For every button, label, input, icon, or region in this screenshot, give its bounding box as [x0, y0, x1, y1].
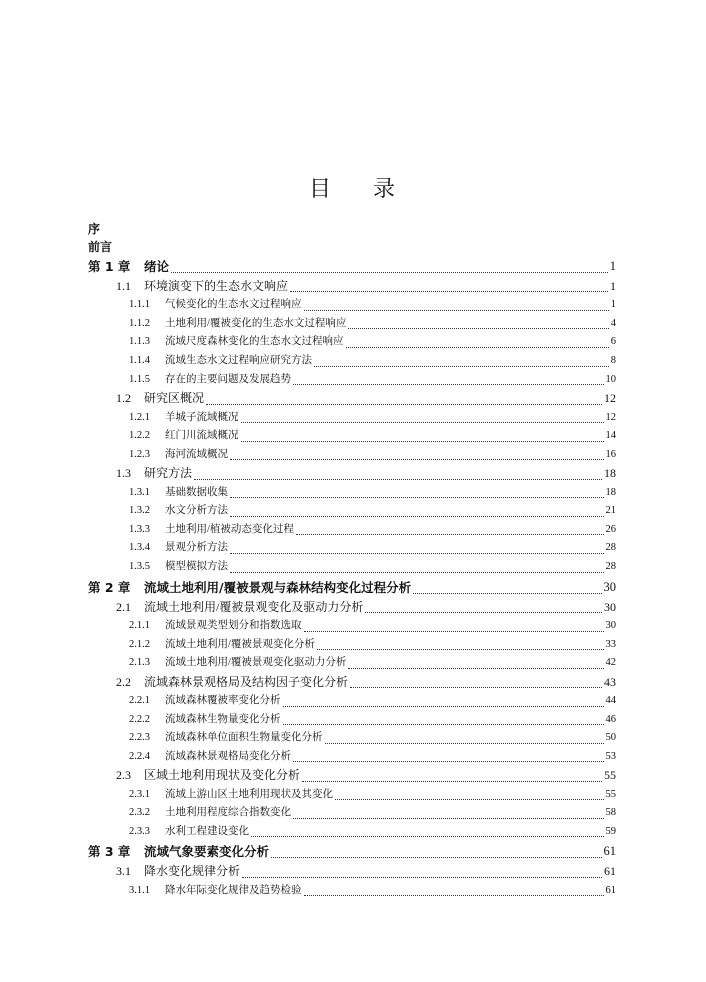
toc-entry-number: 1.1.5	[129, 373, 150, 385]
toc-entry-label	[116, 673, 348, 692]
toc-entry-sub[interactable]	[88, 539, 616, 558]
toc-entry-page: 42	[605, 657, 616, 669]
dot-leader	[290, 291, 608, 292]
toc-entry-title: 基础数据收集	[165, 486, 228, 498]
toc-entry-number: 2.2.1	[129, 694, 150, 706]
toc-entry-chap[interactable]	[88, 256, 616, 277]
dot-leader	[348, 328, 608, 329]
dot-leader	[194, 479, 602, 480]
toc-entry-number: 1.2.2	[129, 430, 150, 442]
toc-entry-number: 2.3.1	[129, 788, 150, 800]
toc-entry-sub[interactable]	[88, 558, 616, 577]
dot-leader	[348, 668, 603, 669]
dot-leader	[230, 516, 604, 517]
toc-entry-label	[129, 352, 312, 371]
toc-entry-page: 21	[605, 505, 616, 517]
toc-entry-page: 33	[605, 638, 616, 650]
toc-entry-title: 流域土地利用/覆被景观变化分析	[165, 638, 315, 650]
toc-entry-chap[interactable]	[88, 841, 616, 862]
toc-entry-label	[129, 558, 228, 577]
toc-entry-label	[116, 766, 300, 785]
dot-leader	[283, 724, 604, 725]
toc-entry-number: 1.2.1	[129, 411, 150, 423]
toc-entry-title: 红门川流域概况	[165, 430, 239, 442]
toc-entry-title: 流域森林生物量变化分析	[165, 713, 281, 725]
toc-entry-number: 1.1.3	[129, 336, 150, 348]
toc-entry-label	[129, 636, 315, 655]
toc-entry-page: 28	[605, 561, 616, 573]
toc-entry-title: 绪论	[144, 259, 170, 274]
toc-entry-label	[129, 617, 302, 636]
toc-entry-sec[interactable]	[88, 464, 616, 483]
toc-entry-page: 30	[603, 579, 616, 594]
dot-leader	[346, 347, 609, 348]
toc-entry-title: 海河流域概况	[165, 448, 228, 460]
toc-entry-label	[129, 786, 333, 805]
toc-entry-sub[interactable]	[88, 786, 616, 805]
toc-entry-sub[interactable]	[88, 352, 616, 371]
toc-entry-number: 3.1.1	[129, 884, 150, 896]
dot-leader	[302, 781, 602, 782]
toc-entry-page: 61	[603, 844, 616, 859]
toc-entry-title: 水文分析方法	[165, 505, 228, 517]
toc-entry-label	[116, 862, 240, 881]
toc-entry-title: 土地利用/覆被变化的生态水文过程响应	[165, 317, 347, 329]
toc-entry-page: 61	[605, 884, 616, 896]
toc-entry-label	[129, 711, 281, 730]
toc-entry-number: 1.1.4	[129, 355, 150, 367]
toc-entry-number: 1.1.1	[129, 299, 150, 311]
toc-entry-number: 1.3.4	[129, 542, 150, 554]
toc-entry-title: 气候变化的生态水文过程响应	[165, 299, 302, 311]
toc-entry-number: 1.3	[116, 466, 131, 481]
toc-entry-sub[interactable]	[88, 371, 616, 390]
toc-entry-sub[interactable]	[88, 617, 616, 636]
dot-leader	[350, 687, 602, 688]
toc-entry-title: 流域土地利用/覆被景观变化驱动力分析	[165, 657, 347, 669]
toc-entry-sub[interactable]	[88, 636, 616, 655]
dot-leader	[230, 572, 604, 573]
toc-entry-chap[interactable]	[88, 577, 616, 598]
toc-entry-label	[88, 841, 269, 862]
toc-entry-page: 1	[610, 299, 616, 311]
toc-entry-number: 2.2	[116, 674, 131, 689]
toc-entry-number: 2.1.1	[129, 619, 150, 631]
toc-entry-title: 环境演变下的生态水文响应	[144, 279, 289, 293]
toc-entry-page: 4	[610, 317, 616, 329]
toc-entry-page: 58	[605, 807, 616, 819]
toc-entry-title: 流域土地利用/覆被景观与森林结构变化过程分析	[144, 579, 412, 595]
toc-entry-title: 流域土地利用/覆被景观变化及驱动力分析	[144, 599, 364, 614]
toc-entry-title: 流域上游山区土地利用现状及其变化	[165, 788, 333, 800]
dot-leader	[241, 422, 604, 423]
toc-entry-number: 1.3.2	[129, 505, 150, 517]
toc-entry-sub[interactable]	[88, 409, 616, 428]
toc-entry-number: 第 3 章	[88, 844, 131, 860]
toc-entry-sec[interactable]	[88, 277, 616, 296]
toc-entry-page: 12	[605, 411, 616, 423]
toc-entry-sub[interactable]	[88, 427, 616, 446]
toc-entry-number: 2.1	[116, 599, 131, 614]
toc-entry-sub[interactable]	[88, 333, 616, 352]
toc-entry-number: 2.3.2	[129, 807, 150, 819]
toc-entry-title: 景观分析方法	[165, 542, 228, 554]
toc-entry-title: 流域尺度森林变化的生态水文过程响应	[165, 336, 344, 348]
toc-entry-page: 12	[604, 391, 616, 406]
toc-entry-page: 30	[605, 619, 616, 631]
toc-entry-title: 模型模拟方法	[165, 561, 228, 573]
toc-entry-number: 1.2	[116, 391, 131, 406]
toc-entry-sub[interactable]	[88, 502, 616, 521]
toc-entry-label	[129, 521, 294, 540]
toc-entry-label	[129, 446, 228, 465]
toc-entry-page: 55	[604, 768, 616, 783]
toc-entry-title: 流域森林覆被率变化分析	[165, 694, 281, 706]
toc-entry-page: 59	[605, 825, 616, 837]
toc-entry-title: 流域森林单位面积生物量变化分析	[165, 732, 323, 744]
toc-entry-sub[interactable]	[88, 521, 616, 540]
toc-entry-title: 降水变化规律分析	[144, 864, 241, 879]
toc-entry-label	[129, 882, 302, 901]
toc-entry-label	[129, 729, 323, 748]
dot-leader	[365, 612, 602, 613]
dot-leader	[230, 459, 604, 460]
toc-entry-label	[116, 389, 204, 408]
toc-entry-page: 16	[605, 448, 616, 460]
toc-entry-page: 8	[610, 355, 616, 367]
toc-entry-number: 2.1.2	[129, 638, 150, 650]
toc-entry-page: 10	[605, 373, 616, 385]
toc-entry-sec[interactable]	[88, 673, 616, 692]
toc-entry-sec[interactable]	[88, 389, 616, 408]
toc-entry-page: 28	[605, 542, 616, 554]
toc-entry-page: 14	[605, 430, 616, 442]
toc-entry-title: 存在的主要问题及发展趋势	[165, 373, 291, 385]
dot-leader	[304, 895, 604, 896]
toc-entry-label	[129, 692, 281, 711]
toc-entry-title: 水利工程建设变化	[165, 825, 249, 837]
dot-leader	[251, 836, 604, 837]
toc-entry-label	[129, 371, 291, 390]
dot-leader	[206, 404, 602, 405]
toc-entry-label	[88, 577, 411, 598]
toc-entry-sub[interactable]	[88, 804, 616, 823]
toc-entry-title: 区域土地利用现状及变化分析	[144, 768, 301, 783]
toc-entry-title: 羊城子流域概况	[165, 411, 239, 423]
toc-entry-label	[129, 748, 291, 767]
toc-entry-sub[interactable]	[88, 748, 616, 767]
toc-entry-sub[interactable]	[88, 692, 616, 711]
title-char-2: 录	[373, 177, 398, 202]
toc-entry-page: 50	[605, 732, 616, 744]
dot-leader	[230, 553, 604, 554]
toc-entry-label	[88, 256, 169, 277]
toc-entry-label	[129, 804, 291, 823]
toc-entry-label	[129, 315, 346, 334]
toc-entry-title: 研究方法	[144, 466, 193, 481]
dot-leader	[241, 441, 604, 442]
toc-entry-sub[interactable]	[88, 446, 616, 465]
toc-entry-title: 流域生态水文过程响应研究方法	[165, 355, 312, 367]
toc-entry-title: 流域气象要素变化分析	[144, 844, 270, 860]
toc-entry-sec[interactable]	[88, 598, 616, 617]
toc-entry-sub[interactable]	[88, 654, 616, 673]
toc-entry-title: 流域景观类型划分和指数选取	[165, 619, 302, 631]
toc-entry-page: 46	[605, 713, 616, 725]
toc-entry-page: 44	[605, 694, 616, 706]
toc-entry-page: 61	[604, 864, 616, 879]
toc-entry-sub[interactable]	[88, 711, 616, 730]
toc-entry-number: 1.3.5	[129, 561, 150, 573]
dot-leader	[293, 384, 604, 385]
toc-entry-page: 18	[604, 466, 616, 481]
dot-leader	[293, 818, 604, 819]
dot-leader	[171, 272, 608, 273]
toc-entry-page: 30	[604, 599, 616, 614]
dot-leader	[304, 310, 609, 311]
toc-entry-page: 55	[605, 788, 616, 800]
dot-leader	[296, 534, 604, 535]
toc-entry-page: 18	[605, 486, 616, 498]
toc-entry-number: 2.2.4	[129, 750, 150, 762]
toc-entry-number: 1.1	[116, 279, 131, 293]
toc-entry-title: 土地利用/植被动态变化过程	[165, 523, 294, 535]
toc-entry-label	[129, 296, 302, 315]
toc-entry-page: 6	[610, 336, 616, 348]
toc-entry-label	[129, 409, 239, 428]
toc-entry-number: 第 2 章	[88, 579, 131, 595]
toc-entry-page: 1	[609, 259, 616, 273]
dot-leader	[293, 761, 604, 762]
toc-foreword[interactable]: 前言	[88, 240, 113, 254]
toc-entry-label	[129, 539, 228, 558]
dot-leader	[271, 857, 601, 858]
dot-leader	[413, 593, 601, 594]
toc-entry-sub[interactable]	[88, 315, 616, 334]
toc-entry-sub[interactable]	[88, 484, 616, 503]
toc-entry-label	[116, 277, 288, 296]
toc-entry-label	[116, 464, 192, 483]
dot-leader	[317, 649, 604, 650]
dot-leader	[242, 877, 602, 878]
toc-entry-number: 3.1	[116, 864, 131, 879]
toc-entry-sec[interactable]	[88, 766, 616, 785]
toc-entry-number: 2.2.3	[129, 732, 150, 744]
toc-entry-sub[interactable]	[88, 729, 616, 748]
toc-entry-label	[129, 484, 228, 503]
toc-entry-sub[interactable]	[88, 296, 616, 315]
toc-entry-number: 2.3.3	[129, 825, 150, 837]
toc-entry-page: 26	[605, 523, 616, 535]
toc-entry-label	[129, 427, 239, 446]
toc-entry-page: 1	[610, 279, 616, 293]
dot-leader	[304, 631, 604, 632]
title-char-1: 目	[308, 177, 333, 202]
dot-leader	[283, 706, 604, 707]
toc-entry-label	[129, 823, 249, 842]
toc-entry-title: 流域森林景观格局变化分析	[165, 750, 291, 762]
toc-entry-number: 1.1.2	[129, 317, 150, 329]
toc-preface[interactable]: 序	[88, 222, 101, 236]
dot-leader	[230, 497, 604, 498]
toc-entry-label	[129, 502, 228, 521]
toc-entry-number: 1.2.3	[129, 448, 150, 460]
toc-entry-label	[116, 598, 363, 617]
dot-leader	[314, 366, 609, 367]
toc-entry-title: 土地利用程度综合指数变化	[165, 807, 291, 819]
toc-entry-number: 2.1.3	[129, 657, 150, 669]
dot-leader	[325, 743, 604, 744]
toc-entry-sec[interactable]	[88, 862, 616, 881]
toc-entry-number: 2.3	[116, 768, 131, 783]
toc-entry-number: 1.3.3	[129, 523, 150, 535]
toc-entry-label	[129, 654, 346, 673]
toc-entry-title: 降水年际变化规律及趋势检验	[165, 884, 302, 896]
dot-leader	[335, 799, 604, 800]
toc-entry-title: 研究区概况	[144, 391, 205, 406]
toc-entry-label	[129, 333, 344, 352]
page-title	[0, 172, 706, 203]
toc-entry-page: 43	[604, 674, 616, 689]
toc-entry-number: 第 1 章	[88, 259, 131, 274]
toc-entry-number: 1.3.1	[129, 486, 150, 498]
toc-entry-sub[interactable]	[88, 823, 616, 842]
toc-entry-number: 2.2.2	[129, 713, 150, 725]
toc-entry-sub[interactable]	[88, 882, 616, 901]
toc-entry-title: 流域森林景观格局及结构因子变化分析	[144, 674, 349, 689]
toc-entry-page: 53	[605, 750, 616, 762]
table-of-contents	[88, 220, 616, 900]
